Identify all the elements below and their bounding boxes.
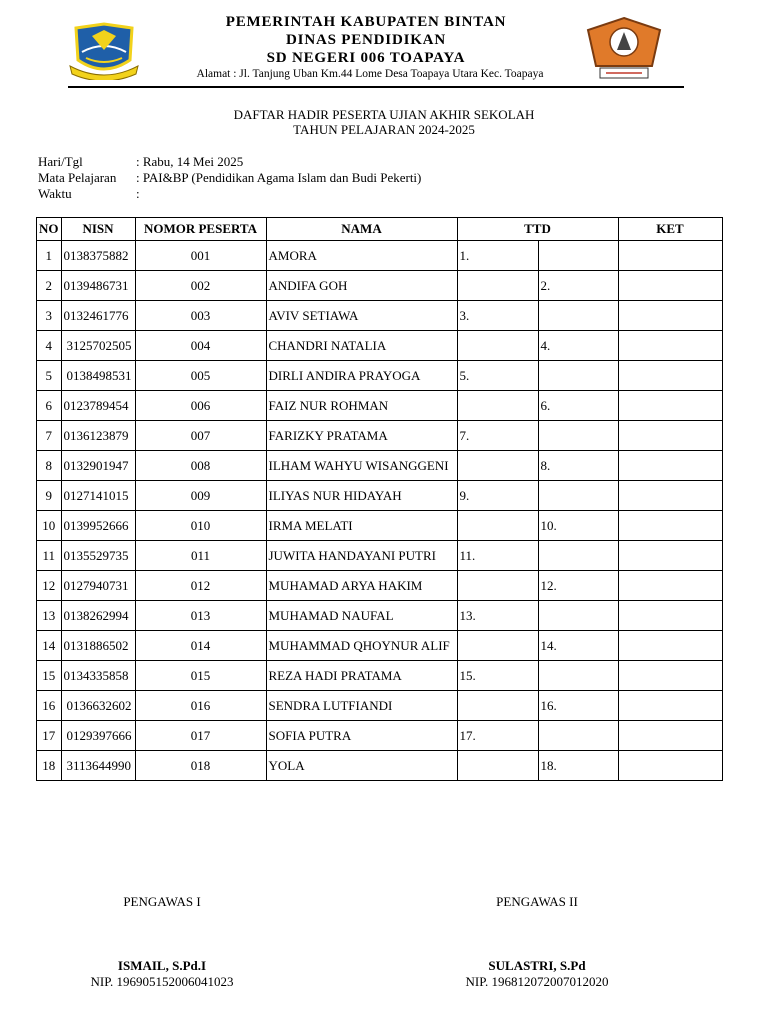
cell-notes [618,301,722,331]
table-row [37,331,723,361]
cell-signature-right-empty [538,541,618,571]
header-divider [68,86,684,88]
cell-notes [618,511,722,541]
cell-signature-left-empty [457,451,538,481]
cell-signature-right-empty [538,241,618,271]
cell-nisn: 0132461776 [61,301,135,331]
cell-exam-number: 008 [135,451,266,481]
cell-signature-right-empty [538,601,618,631]
cell-no: 14 [37,631,62,661]
header-signature: TTD [457,218,618,241]
cell-exam-number: 014 [135,631,266,661]
academic-year: TAHUN PELAJARAN 2024-2025 [293,122,475,137]
cell-signature-left-empty [457,751,538,781]
cell-no: 16 [37,691,62,721]
signature-title: PENGAWAS II [496,894,578,909]
info-day-date [38,154,243,170]
cell-signature-right: 18. [538,751,618,781]
cell-exam-number: 017 [135,721,266,751]
cell-name: CHANDRI NATALIA [266,331,457,361]
cell-signature-left-empty [457,331,538,361]
cell-nisn: 0135529735 [61,541,135,571]
cell-name: REZA HADI PRATAMA [266,661,457,691]
cell-notes [618,751,722,781]
cell-signature-right-empty [538,421,618,451]
table-row [37,691,723,721]
table-row [37,391,723,421]
cell-name: AMORA [266,241,457,271]
cell-no: 8 [37,451,62,481]
table-row [37,541,723,571]
cell-signature-right: 14. [538,631,618,661]
cell-signature-left-empty [457,391,538,421]
info-value: : Rabu, 14 Mei 2025 [136,154,244,169]
cell-exam-number: 001 [135,241,266,271]
header-nisn: NISN [61,218,135,241]
info-label: Mata Pelajaran [38,170,117,185]
cell-name: AVIV SETIAWA [266,301,457,331]
letterhead [68,12,684,88]
cell-nisn: 0136632602 [61,691,135,721]
cell-name: YOLA [266,751,457,781]
cell-name: JUWITA HANDAYANI PUTRI [266,541,457,571]
cell-signature-left: 3. [457,301,538,331]
cell-no: 17 [37,721,62,751]
cell-no: 15 [37,661,62,691]
cell-signature-left: 11. [457,541,538,571]
cell-signature-left: 15. [457,661,538,691]
cell-notes [618,391,722,421]
cell-notes [618,631,722,661]
header-exam-number: NOMOR PESERTA [135,218,266,241]
school-name: SD NEGERI 006 TOAPAYA [266,50,466,66]
cell-no: 13 [37,601,62,631]
cell-notes [618,331,722,361]
signature-nip: NIP. 196812072007012020 [465,974,609,989]
table-row [37,241,723,271]
school-address: Alamat : Jl. Tanjung Uban Km.44 Lome Desa Toapaya Utara Kec. Toapaya [196,68,544,80]
cell-notes [618,451,722,481]
cell-name: ILHAM WAHYU WISANGGENI [266,451,457,481]
info-value: : [136,186,140,201]
table-body [37,241,723,781]
document-title: DAFTAR HADIR PESERTA UJIAN AKHIR SEKOLAH [233,107,535,122]
cell-no: 3 [37,301,62,331]
cell-notes [618,601,722,631]
cell-nisn: 0131886502 [61,631,135,661]
info-subject [38,170,421,186]
signature-name: ISMAIL, S.Pd.I [117,958,207,973]
cell-signature-right-empty [538,481,618,511]
info-time [38,186,140,202]
cell-notes [618,271,722,301]
cell-notes [618,691,722,721]
cell-notes [618,361,722,391]
table-row [37,721,723,751]
school-emblem-icon [584,16,664,82]
cell-signature-right: 2. [538,271,618,301]
cell-exam-number: 009 [135,481,266,511]
header-no: NO [37,218,62,241]
cell-exam-number: 004 [135,331,266,361]
table-row [37,751,723,781]
signature-name: SULASTRI, S.Pd [488,958,586,973]
cell-signature-left-empty [457,271,538,301]
table-row [37,451,723,481]
cell-notes [618,481,722,511]
cell-name: MUHAMAD ARYA HAKIM [266,571,457,601]
cell-no: 11 [37,541,62,571]
department-name: DINAS PENDIDIKAN [286,32,446,48]
cell-no: 9 [37,481,62,511]
cell-name: SOFIA PUTRA [266,721,457,751]
cell-name: MUHAMAD NAUFAL [266,601,457,631]
cell-notes [618,421,722,451]
cell-notes [618,241,722,271]
cell-exam-number: 007 [135,421,266,451]
cell-no: 10 [37,511,62,541]
cell-nisn: 0123789454 [61,391,135,421]
cell-name: MUHAMMAD QHOYNUR ALIF [266,631,457,661]
cell-signature-right-empty [538,361,618,391]
cell-signature-right: 8. [538,451,618,481]
cell-nisn: 3125702505 [61,331,135,361]
cell-notes [618,721,722,751]
cell-exam-number: 010 [135,511,266,541]
cell-signature-left-empty [457,631,538,661]
cell-no: 18 [37,751,62,781]
table-row [37,601,723,631]
cell-signature-left-empty [457,511,538,541]
cell-nisn: 0134335858 [61,661,135,691]
cell-signature-left-empty [457,571,538,601]
info-label: Waktu [38,186,72,201]
cell-signature-left: 9. [457,481,538,511]
cell-notes [618,571,722,601]
cell-signature-left-empty [457,691,538,721]
cell-nisn: 0127940731 [61,571,135,601]
cell-nisn: 0139486731 [61,271,135,301]
cell-signature-left: 7. [457,421,538,451]
cell-notes [618,661,722,691]
cell-exam-number: 013 [135,601,266,631]
cell-no: 4 [37,331,62,361]
cell-name: SENDRA LUTFIANDI [266,691,457,721]
cell-nisn: 0127141015 [61,481,135,511]
cell-nisn: 0136123879 [61,421,135,451]
cell-name: FAIZ NUR ROHMAN [266,391,457,421]
cell-no: 5 [37,361,62,391]
cell-signature-right: 12. [538,571,618,601]
cell-exam-number: 016 [135,691,266,721]
cell-no: 12 [37,571,62,601]
info-value: : PAI&BP (Pendidikan Agama Islam dan Budi Pekerti) [136,170,422,185]
table-row [37,481,723,511]
cell-no: 7 [37,421,62,451]
table-row [37,271,723,301]
signature-nip: NIP. 196905152006041023 [90,974,234,989]
cell-nisn: 0138375882 [61,241,135,271]
cell-signature-left: 13. [457,601,538,631]
cell-exam-number: 015 [135,661,266,691]
table-row [37,571,723,601]
table-row [37,361,723,391]
table-header-row [37,218,723,241]
cell-exam-number: 006 [135,391,266,421]
cell-exam-number: 018 [135,751,266,781]
cell-nisn: 3113644990 [61,751,135,781]
cell-signature-right-empty [538,721,618,751]
cell-signature-right: 10. [538,511,618,541]
cell-name: FARIZKY PRATAMA [266,421,457,451]
signature-title: PENGAWAS I [123,894,201,909]
cell-signature-right: 4. [538,331,618,361]
cell-nisn: 0129397666 [61,721,135,751]
table-row [37,301,723,331]
cell-nisn: 0138262994 [61,601,135,631]
government-name: PEMERINTAH KABUPATEN BINTAN [225,14,507,30]
cell-signature-right-empty [538,301,618,331]
cell-exam-number: 011 [135,541,266,571]
cell-exam-number: 012 [135,571,266,601]
cell-signature-right: 6. [538,391,618,421]
cell-signature-left: 5. [457,361,538,391]
cell-signature-right-empty [538,661,618,691]
cell-signature-left: 1. [457,241,538,271]
cell-exam-number: 002 [135,271,266,301]
header-notes: KET [618,218,722,241]
table-row [37,511,723,541]
cell-no: 6 [37,391,62,421]
cell-exam-number: 005 [135,361,266,391]
attendance-table [36,217,723,781]
table-row [37,631,723,661]
cell-name: IRMA MELATI [266,511,457,541]
cell-nisn: 0139952666 [61,511,135,541]
cell-nisn: 0132901947 [61,451,135,481]
cell-no: 1 [37,241,62,271]
header-name: NAMA [266,218,457,241]
cell-name: ANDIFA GOH [266,271,457,301]
table-row [37,661,723,691]
table-row [37,421,723,451]
cell-notes [618,541,722,571]
cell-exam-number: 003 [135,301,266,331]
cell-name: ILIYAS NUR HIDAYAH [266,481,457,511]
cell-signature-left: 17. [457,721,538,751]
cell-no: 2 [37,271,62,301]
cell-signature-right: 16. [538,691,618,721]
cell-name: DIRLI ANDIRA PRAYOGA [266,361,457,391]
cell-nisn: 0138498531 [61,361,135,391]
info-label: Hari/Tgl [38,154,83,169]
bintan-regency-emblem-icon [68,22,140,80]
